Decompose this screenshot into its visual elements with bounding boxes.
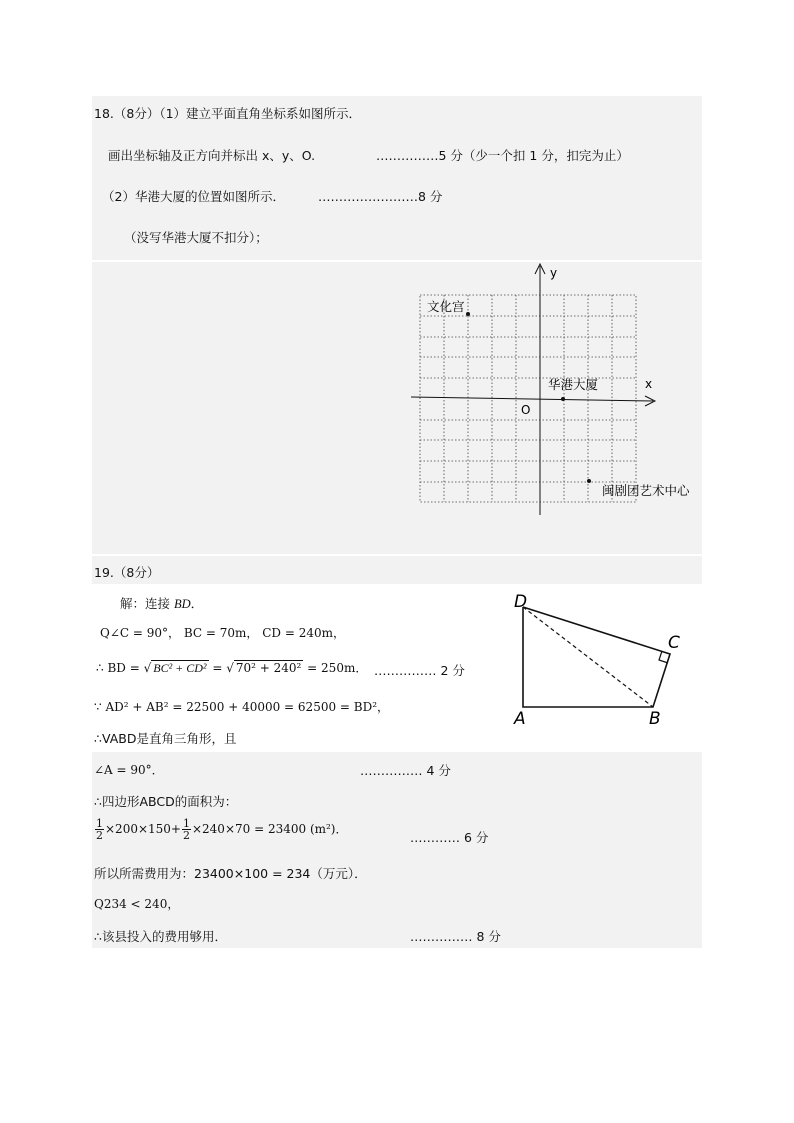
q18-header: 18.（8分）（1）建立平面直角坐标系如图所示． <box>94 106 362 121</box>
q19-compare: Q234 < 240， <box>94 897 180 911</box>
q18-note: （没写华港大厦不扣分）； <box>124 230 268 245</box>
q18-axis-score: ……………5 分（少一个扣 1 分，扣完为止） <box>376 148 629 163</box>
point-huagang <box>561 397 565 401</box>
y-axis-label: y <box>550 266 558 280</box>
label-minju: 闽剧团艺术中心 <box>602 483 690 498</box>
q19-cost-line: 所以所需费用为：23400×100 = 234（万元）． <box>94 866 367 881</box>
x-axis-label: x <box>645 377 653 391</box>
q19-conclusion-score: …………… 8 分 <box>410 929 501 944</box>
fraction-half-1: $\frac{1}{2}$ <box>96 817 103 842</box>
q19-intro: 解：连接 BD． <box>120 596 204 611</box>
q19-sum-line: ∵ AD² + AB² = 22500 + 40000 = 62500 = BD²， <box>94 700 390 714</box>
quadrilateral-figure <box>502 586 700 750</box>
q18-axis-instruction: 画出坐标轴及正方向并标出 x、y、O. <box>108 148 316 163</box>
fraction-half-2: $\frac{1}{2}$ <box>182 817 190 842</box>
point-wenhuagong <box>466 312 470 316</box>
label-b: B <box>649 709 661 729</box>
q19-conclusion: ∴该县投入的费用够用． <box>94 929 227 944</box>
label-d: D <box>514 592 528 612</box>
q18-position-score: ……………………8 分 <box>318 189 443 204</box>
q19-header: 19.（8分） <box>94 565 160 580</box>
point-minju <box>587 479 591 483</box>
q19-given: Q∠C = 90°， BC = 70m， CD = 240m， <box>100 626 345 640</box>
q19-area-formula: $\frac{1}{2}$ ×200×150+ $\frac{1}{2}$ ×240×70 = 23400 (m²)． <box>96 817 348 842</box>
label-c: C <box>668 633 680 653</box>
diagonal-bd <box>523 607 653 707</box>
q19-area-score: ………… 6 分 <box>410 830 489 845</box>
x-axis <box>411 397 653 401</box>
label-huagang: 华港大厦 <box>548 377 599 392</box>
q19-bd-score: …………… 2 分 <box>374 663 465 678</box>
q19-area-title: ∴四边形ABCD的面积为： <box>94 794 238 809</box>
q18-position-line: （2）华港大厦的位置如图所示． <box>102 189 285 204</box>
q19-angle-a: ∠A = 90°． <box>94 763 164 777</box>
q19-bd-formula: ∴ BD = √ BC² + CD² = √ 70² + 240² = 250m． <box>96 661 368 675</box>
label-wenhuagong: 文化宫 <box>427 299 465 314</box>
q19-right-triangle: ∴VABD是直角三角形，且 <box>94 731 237 746</box>
q19-header-band <box>92 556 702 584</box>
q19-lower-band <box>92 752 702 948</box>
quad-outline <box>523 607 670 707</box>
coordinate-graph <box>405 262 705 522</box>
origin-label: O <box>521 403 531 417</box>
q19-angle-score: …………… 4 分 <box>360 763 451 778</box>
label-a: A <box>514 709 526 729</box>
